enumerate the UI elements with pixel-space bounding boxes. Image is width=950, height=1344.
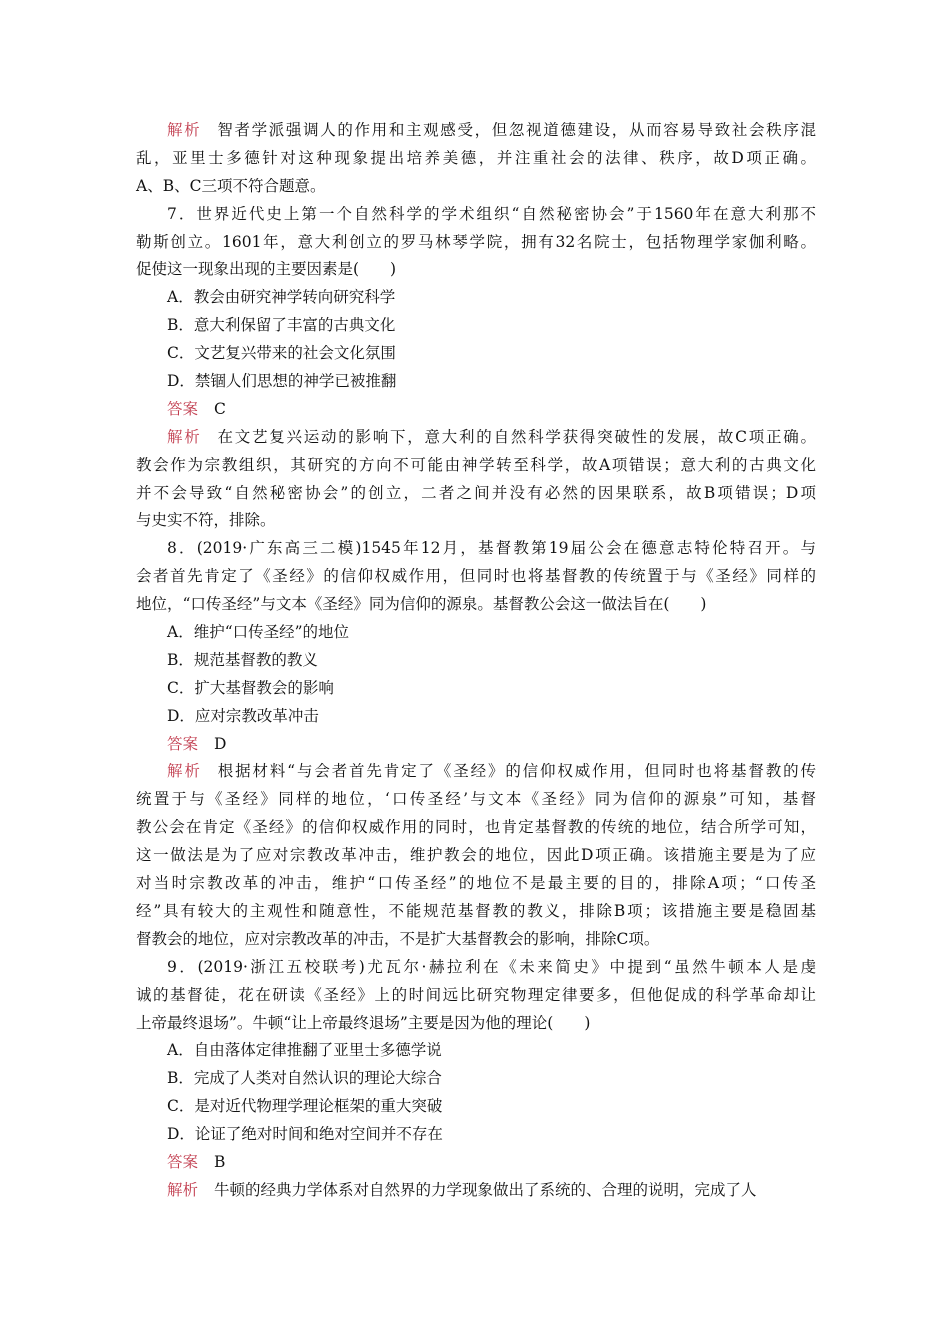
answer-line — [136, 396, 816, 424]
explanation-line — [136, 1177, 816, 1205]
line-text: 督教会的地位，应对宗教改革的冲击，不是扩大基督教会的影响，排除C项。 — [136, 929, 660, 948]
explanation-line — [136, 814, 816, 842]
explanation-line — [136, 173, 816, 201]
answer-line — [136, 1149, 816, 1177]
line-text: 对当时宗教改革的冲击，维护“口传圣经”的地位不是最主要的目的，排除A项；“口传圣 — [136, 874, 816, 893]
option-item: D．论证了绝对时间和绝对空间并不存在 — [167, 1125, 443, 1144]
option-item: A．教会由研究神学转向研究科学 — [167, 288, 396, 307]
answer-label: 答案 — [167, 1152, 199, 1171]
line-text: 统置于与《圣经》同样的地位，‘口传圣经’与文本《圣经》同为信仰的源泉”可知，基督 — [136, 790, 816, 809]
line-text: 经”具有较大的主观性和随意性，不能规范基督教的教义，排除B项；该措施主要是稳固基 — [136, 901, 816, 920]
question-line — [136, 982, 816, 1010]
line-text: 这一做法是为了应对宗教改革冲击，维护教会的地位，因此D项正确。该措施主要是为了应 — [136, 846, 816, 865]
option-item: B．意大利保留了丰富的古典文化 — [167, 316, 396, 335]
line-text: 在文艺复兴运动的影响下，意大利的自然科学获得突破性的发展，故C项正确。 — [217, 427, 816, 446]
option-item: C．是对近代物理学理论框架的重大突破 — [167, 1097, 443, 1116]
line-text: 与史实不符，排除。 — [136, 511, 276, 530]
explanation-line — [136, 145, 816, 173]
explanation-label: 解析 — [167, 121, 202, 139]
line-text: A、B、C三项不符合题意。 — [136, 176, 326, 195]
explanation-line — [136, 758, 816, 786]
question-line — [136, 1010, 816, 1038]
answer-label: 答案 — [167, 734, 199, 753]
option-item: D．应对宗教改革冲击 — [167, 706, 319, 725]
line-text: 上帝最终退场”。牛顿“让上帝最终退场”主要是因为他的理论( ) — [136, 1013, 591, 1032]
line-text: 会者首先肯定了《圣经》的信仰权威作用，但同时也将基督教的传统置于与《圣经》同样的 — [136, 567, 816, 586]
option-item: B．完成了人类对自然认识的理论大综合 — [167, 1069, 442, 1088]
explanation-line — [136, 507, 816, 535]
question-line — [136, 563, 816, 591]
explanation-line — [136, 480, 816, 508]
line-text: 9．(2019·浙江五校联考)尤瓦尔·赫拉利在《未来简史》中提到“虽然牛顿本人是虔 — [167, 957, 816, 976]
document-page — [136, 117, 816, 1205]
explanation-label: 解析 — [167, 1180, 199, 1199]
explanation-line — [136, 786, 816, 814]
explanation-line — [136, 870, 816, 898]
line-text: 教公会在肯定《圣经》的信仰权威作用的同时，也肯定基督教的传统的地位，结合所学可知， — [136, 818, 816, 837]
option-item: C．文艺复兴带来的社会文化氛围 — [167, 344, 396, 363]
answer-value: D — [214, 734, 227, 753]
answer-line — [136, 731, 816, 759]
answer-label: 答案 — [167, 399, 199, 418]
line-text: 诚的基督徒，花在研读《圣经》上的时间远比研究物理定律要多，但他促成的科学革命却让 — [136, 985, 816, 1004]
line-text: 乱，亚里士多德针对这种现象提出培养美德，并注重社会的法律、秩序，故D项正确。 — [136, 148, 816, 167]
option-item: A．自由落体定律推翻了亚里士多德学说 — [167, 1041, 442, 1060]
option-item: C．扩大基督教会的影响 — [167, 678, 334, 697]
line-text: 促使这一现象出现的主要因素是( ) — [136, 260, 397, 279]
answer-value: B — [214, 1152, 226, 1171]
line-text: 牛顿的经典力学体系对自然界的力学现象做出了系统的、合理的说明，完成了人 — [214, 1180, 757, 1199]
line-text: 7．世界近代史上第一个自然科学的学术组织“自然秘密协会”于1560年在意大利那不 — [167, 204, 816, 223]
question-line — [136, 256, 816, 284]
line-text: 8．(2019·广东高三二模)1545年12月，基督教第19届公会在德意志特伦特召开。与 — [167, 539, 816, 558]
line-text: 地位，“口传圣经”与文本《圣经》同为信仰的源泉。基督教公会这一做法旨在( ) — [136, 595, 707, 614]
explanation-line — [136, 117, 816, 145]
explanation-line — [136, 452, 816, 480]
explanation-label: 解析 — [167, 762, 202, 781]
explanation-line — [136, 842, 816, 870]
explanation-line — [136, 424, 816, 452]
line-text: 勒斯创立。1601年，意大利创立的罗马林琴学院，拥有32名院士，包括物理学家伽利略。 — [136, 232, 816, 251]
line-text: 根据材料“与会者首先肯定了《圣经》的信仰权威作用，但同时也将基督教的传 — [217, 762, 816, 781]
answer-value: C — [214, 399, 226, 418]
explanation-line — [136, 898, 816, 926]
question-line — [136, 201, 816, 229]
explanation-label: 解析 — [167, 427, 202, 446]
question-line — [136, 535, 816, 563]
question-line — [136, 591, 816, 619]
line-text: 教会作为宗教组织，其研究的方向不可能由神学转至科学，故A项错误；意大利的古典文化 — [136, 455, 816, 474]
option-item: B．规范基督教的教义 — [167, 650, 318, 669]
line-text: 智者学派强调人的作用和主观感受，但忽视道德建设，从而容易导致社会秩序混 — [217, 121, 816, 139]
option-item: D．禁锢人们思想的神学已被推翻 — [167, 372, 397, 391]
question-line — [136, 229, 816, 257]
explanation-line — [136, 926, 816, 954]
line-text: 并不会导致“自然秘密协会”的创立，二者之间并没有必然的因果联系，故B项错误；D项 — [136, 483, 816, 502]
option-item: A．维护“口传圣经”的地位 — [167, 623, 350, 642]
question-line — [136, 954, 816, 982]
